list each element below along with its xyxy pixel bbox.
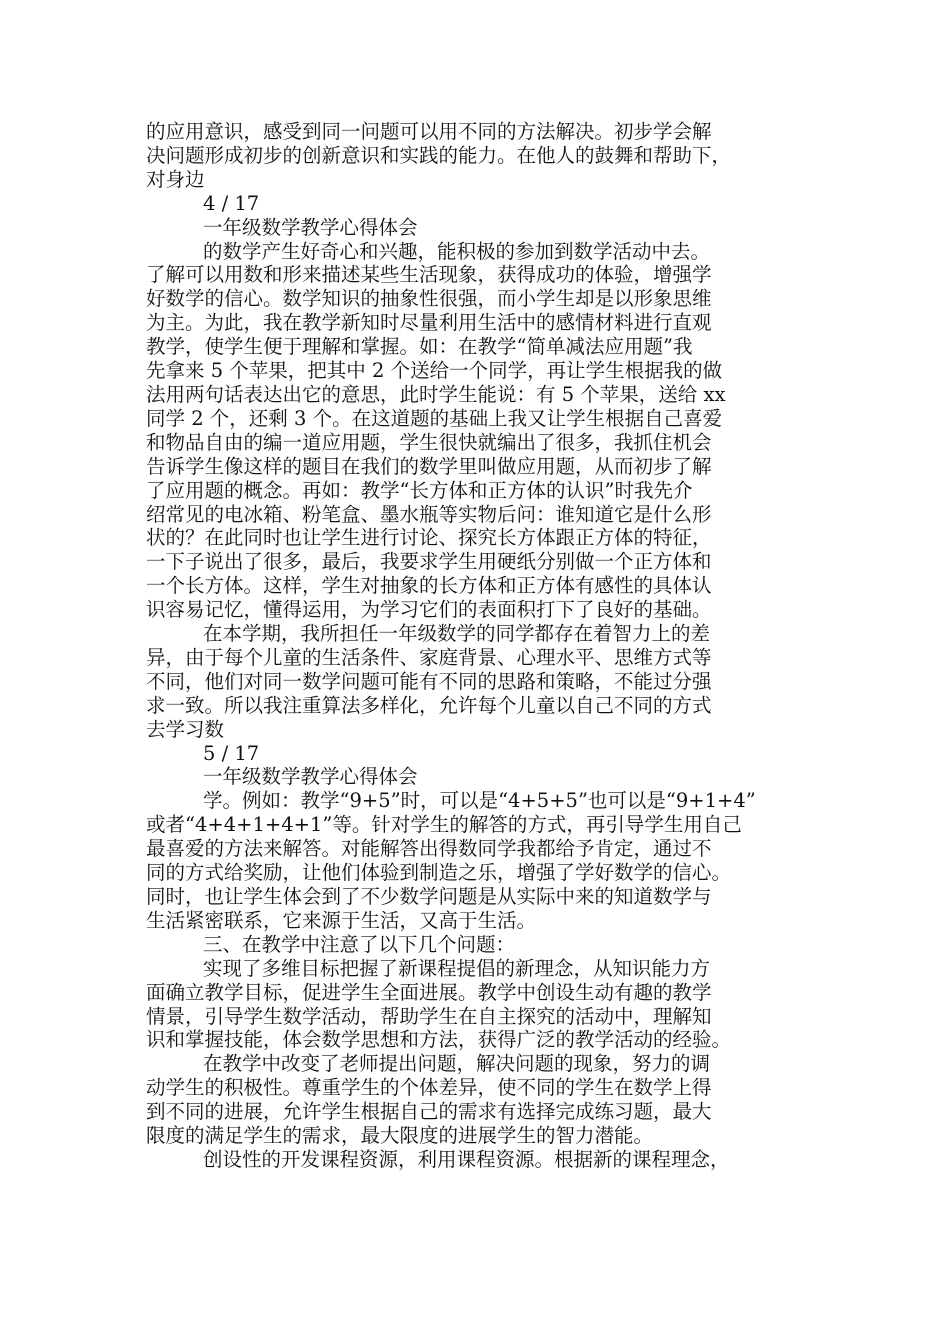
text-line: 到不同的进展，允许学生根据自己的需求有选择完成练习题，最大 (146, 1100, 712, 1124)
text-line: 教学，使学生便于理解和掌握。如：在教学“简单减法应用题”我 (146, 335, 693, 359)
text-line: 绍常见的电冰箱、粉笔盒、墨水瓶等实物后问：谁知道它是什么形 (146, 502, 712, 526)
text-line: 或者“4+4+1+4+1”等。针对学生的解答的方式，再引导学生用自己 (146, 813, 742, 837)
text-line: 好数学的信心。数学知识的抽象性很强，而小学生却是以形象思维 (146, 287, 712, 311)
text-line: 识和掌握技能，体会数学思想和方法，获得广泛的教学活动的经验。 (146, 1028, 732, 1052)
text-line: 的数学产生好奇心和兴趣，能积极的参加到数学活动中去。 (203, 239, 711, 263)
paragraph (146, 1148, 826, 1172)
text-line: 状的？在此同时也让学生进行讨论、探究长方体跟正方体的特征， (146, 526, 712, 550)
text-line: 限度的满足学生的需求，最大限度的进展学生的智力潜能。 (146, 1124, 654, 1148)
text-line: 为主。为此，我在教学新知时尽量利用生活中的感情材料进行直观 (146, 311, 712, 335)
text-line: 去学习数 (146, 717, 225, 741)
paragraph (146, 1052, 826, 1148)
text-line: 决问题形成初步的创新意识和实践的能力。在他人的鼓舞和帮助下， (146, 143, 732, 167)
text-line: 同的方式给奖励，让他们体验到制造之乐，增强了学好数学的信心。 (146, 861, 732, 885)
text-line: 情景，引导学生数学活动，帮助学生在自主探究的活动中，理解知 (146, 1004, 712, 1028)
text-line: 在本学期，我所担任一年级数学的同学都存在着智力上的差 (203, 622, 711, 646)
text-line: 的应用意识，感受到同一问题可以用不同的方法解决。初步学会解 (146, 120, 712, 143)
running-header: 一年级数学教学心得体会 (203, 215, 418, 239)
text-line: 先拿来 5 个苹果，把其中 2 个送给一个同学，再让学生根据我的做 (146, 359, 723, 383)
text-line: 对身边 (146, 167, 205, 191)
text-line: 法用两句话表达出它的意思，此时学生能说：有 5 个苹果，送给 xx (146, 382, 726, 406)
paragraph (146, 240, 826, 623)
page-number: 4 / 17 (203, 191, 260, 215)
text-line: 识容易记忆，懂得运用，为学习它们的表面积打下了良好的基础。 (146, 598, 712, 622)
text-line: 创设性的开发课程资源，利用课程资源。根据新的课程理念， (203, 1147, 730, 1171)
text-line: 不同，他们对同一数学问题可能有不同的思路和策略，不能过分强 (146, 669, 712, 693)
text-line: 了解可以用数和形来描述某些生活现象，获得成功的体验，增强学 (146, 263, 712, 287)
text-line: 异，由于每个儿童的生活条件、家庭背景、心理水平、思维方式等 (146, 645, 712, 669)
paragraph (146, 622, 826, 742)
text-line: 同时，也让学生体会到了不少数学问题是从实际中来的知道数学与 (146, 885, 712, 908)
paragraph (146, 789, 826, 932)
text-line: 在教学中改变了老师提出问题，解决问题的现象，努力的调 (203, 1052, 711, 1076)
page-number: 5 / 17 (203, 741, 260, 765)
text-line: 了应用题的概念。再如：教学“长方体和正方体的认识”时我先介 (146, 478, 693, 502)
text-line: 实现了多维目标把握了新课程提倡的新理念，从知识能力方 (203, 956, 711, 980)
text-line: 面确立教学目标，促进学生全面进展。教学中创设生动有趣的教学 (146, 980, 712, 1004)
text-line: 一下子说出了很多，最后，我要求学生用硬纸分别做一个正方体和 (146, 550, 712, 574)
document-body (146, 120, 826, 1172)
text-line: 动学生的积极性。尊重学生的个体差异，使不同的学生在数学上得 (146, 1076, 712, 1100)
text-line: 同学 2 个，还剩 3 个。在这道题的基础上我又让学生根据自己喜爱 (146, 406, 723, 430)
text-line: 生活紧密联系，它来源于生活，又高于生活。 (146, 908, 537, 932)
text-line: 最喜爱的方法来解答。对能解答出得数同学我都给予肯定，通过不 (146, 837, 712, 861)
text-line: 学。例如：教学“9+5”时，可以是“4+5+5”也可以是“9+1+4” (203, 789, 756, 813)
text-line: 告诉学生像这样的题目在我们的数学里叫做应用题，从而初步了解 (146, 454, 712, 478)
paragraph (146, 957, 826, 1053)
continued-paragraph (146, 120, 826, 192)
text-line: 和物品自由的编一道应用题，学生很快就编出了很多，我抓住机会 (146, 430, 712, 454)
text-line: 一个长方体。这样，学生对抽象的长方体和正方体有感性的具体认 (146, 574, 712, 598)
text-line: 求一致。所以我注重算法多样化，允许每个儿童以自己不同的方式 (146, 693, 712, 717)
section-heading: 三、在教学中注意了以下几个问题： (203, 932, 516, 956)
running-header: 一年级数学教学心得体会 (203, 765, 418, 789)
